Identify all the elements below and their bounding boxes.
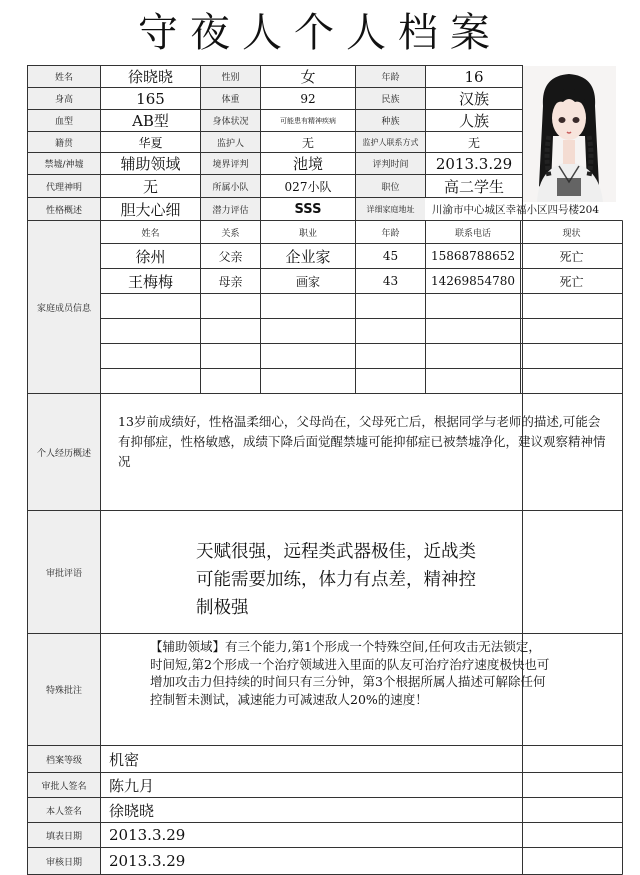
label-fill-date: 填表日期 [28, 823, 100, 847]
label-personality: 性格概述 [28, 198, 100, 220]
value-deity: 无 [142, 177, 158, 196]
portrait-image [523, 66, 616, 202]
family-row-1-age: 45 [382, 249, 399, 263]
family-row-1-name: 徐州 [135, 247, 166, 266]
label-race: 种族 [356, 110, 425, 131]
value-guardian-contact: 无 [467, 135, 480, 150]
value-fill-date: 2013.3.29 [109, 826, 186, 844]
label-notes: 特殊批注 [28, 634, 100, 745]
label-weight: 体重 [201, 88, 260, 109]
review-text: 天赋很强，远程类武器极佳，近战类可能需要加练，体力有点差，精神控制极强 [196, 542, 476, 618]
value-name: 徐晓晓 [127, 68, 173, 86]
family-header-relation: 关系 [221, 228, 240, 239]
value-eval-time: 2013.3.29 [435, 154, 513, 173]
value-potential: SSS [294, 201, 322, 217]
label-level: 档案等级 [28, 746, 100, 772]
label-audit-date: 审核日期 [28, 848, 100, 874]
family-row-1-relation: 父亲 [218, 249, 243, 264]
family-row-2-phone: 14269854780 [431, 274, 515, 288]
value-position: 高二学生 [443, 177, 504, 196]
value-squad: 027小队 [284, 179, 332, 194]
family-row-2-age: 43 [382, 274, 399, 288]
family-header-name: 姓名 [141, 228, 160, 239]
notes-text: 【辅助领域】有三个能力,第1个形成一个特殊空间,任何攻击无法锁定，时间短,第2个形成一个治疗领域进入里面的队友可治疗治疗速度极快也可增加攻击力但持续的时间只有三分钟，第3个根据所属人描述可解除任何控制暂未测试，减速能力可减速敌人20%的速度！ [150, 639, 550, 707]
profile-photo [523, 66, 616, 202]
family-row-2-status: 死亡 [559, 274, 584, 289]
label-domain: 禁墟/神墟 [28, 153, 100, 174]
label-guardian-contact: 监护人联系方式 [356, 132, 425, 152]
label-approver: 审批人签名 [28, 773, 100, 797]
page-title: 守夜人个人档案 [138, 10, 502, 56]
value-ethnicity: 汉族 [458, 90, 489, 108]
label-boundary: 境界评判 [201, 153, 260, 174]
value-address: 川渝市中心城区幸福小区四号楼204 [432, 203, 600, 216]
family-row-2-name: 王梅梅 [127, 272, 173, 291]
label-family: 家庭成员信息 [28, 221, 100, 393]
family-header-status: 现状 [562, 228, 581, 239]
family-row-1-phone: 15868788652 [431, 249, 515, 263]
value-gender: 女 [300, 68, 316, 86]
label-review: 审批评语 [28, 511, 100, 633]
label-squad: 所属小队 [201, 175, 260, 197]
family-row-1-job: 企业家 [285, 247, 331, 266]
label-blood: 血型 [28, 110, 100, 131]
value-weight: 92 [300, 91, 316, 106]
value-level: 机密 [109, 750, 140, 769]
value-height: 165 [136, 89, 165, 108]
family-row-1-status: 死亡 [559, 249, 584, 264]
value-age: 16 [464, 67, 484, 86]
label-position: 职位 [356, 175, 425, 197]
label-deity: 代理神明 [28, 175, 100, 197]
family-row-2-job: 画家 [295, 274, 320, 289]
label-potential: 潜力评估 [201, 198, 260, 220]
value-blood: AB型 [132, 112, 169, 130]
label-name: 姓名 [28, 66, 100, 87]
label-eval-time: 评判时间 [356, 153, 425, 174]
value-approver: 陈九月 [109, 776, 155, 795]
value-self-sign: 徐晓晓 [109, 801, 155, 820]
label-self-sign: 本人签名 [28, 798, 100, 822]
label-guardian: 监护人 [201, 132, 260, 152]
label-health: 身体状况 [201, 110, 260, 131]
value-domain: 辅助领域 [120, 155, 181, 173]
family-header-age: 年龄 [381, 228, 400, 239]
family-header-job: 职业 [298, 228, 317, 239]
label-experience: 个人经历概述 [28, 394, 100, 510]
label-address: 详细家庭地址 [356, 198, 425, 220]
label-gender: 性别 [201, 66, 260, 87]
label-ethnicity: 民族 [356, 88, 425, 109]
value-boundary: 池境 [292, 155, 323, 173]
label-origin: 籍贯 [28, 132, 100, 152]
value-personality: 胆大心细 [120, 200, 181, 219]
value-guardian: 无 [301, 135, 314, 150]
experience-text: 13岁前成绩好，性格温柔细心，父母尚在，父母死亡后，根据同学与老师的描述,可能会有抑郁症，性格敏感，成绩下降后面觉醒禁墟可能抑郁症已被禁墟净化，建议观察精神情况 [118, 414, 606, 469]
family-row-2-relation: 母亲 [218, 274, 243, 289]
value-audit-date: 2013.3.29 [109, 852, 186, 870]
value-race: 人族 [458, 112, 489, 130]
family-header-phone: 联系电话 [454, 228, 491, 239]
label-height: 身高 [28, 88, 100, 109]
label-age: 年龄 [356, 66, 425, 87]
value-origin: 华夏 [138, 135, 163, 150]
value-health: 可能患有精神疾病 [280, 116, 336, 125]
